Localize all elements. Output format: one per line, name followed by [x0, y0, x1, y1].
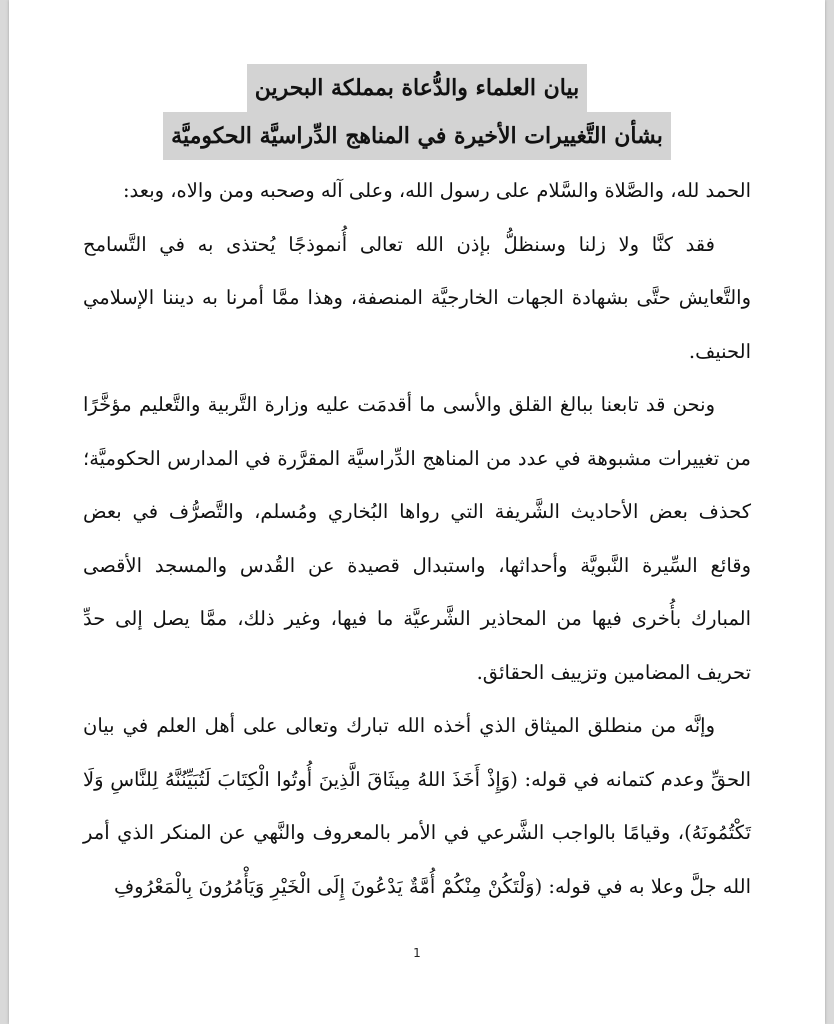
title-block [83, 64, 751, 160]
paragraph-covenant: وإنَّه من منطلق الميثاق الذي أخذه الله تبارك وتعالى على أهل العلم في بيان الحقِّ وعدم كتمانه في قوله: (وَإِذْ أَخَذَ اللهُ مِيثَاقَ الَّذِينَ أُوتُوا الْكِتَابَ لَتُبَيِّنُنَّهُ لِلنَّاسِ وَلَا تَكْتُمُونَهُ)، وقيامًا بالواجب الشَّرعي في الأمر بالمعروف والنَّهي عن المنكر الذي أمر الله جلَّ وعلا به في قوله: (وَلْتَكُنْ مِنْكُمْ أُمَّةٌ يَدْعُونَ إِلَى الْخَيْرِ وَيَأْمُرُونَ بِالْمَعْرُوفِ [83, 714, 751, 898]
paragraph-opening: الحمد لله، والصَّلاة والسَّلام على رسول الله، وعلى آله وصحبه ومن والاه، وبعد: [122, 179, 751, 202]
document-page [9, 0, 825, 1024]
document-subtitle: بشأن التَّغييرات الأخيرة في المناهج الدِّراسيَّة الحكوميَّة [163, 112, 671, 160]
document-body [83, 64, 751, 913]
page-number: 1 [413, 946, 421, 960]
paragraph-tolerance: فقد كنَّا ولا زلنا وسنظلُّ بإذن الله تعالى أُنموذجًا يُحتذى به في التَّسامح والتَّعايش حتَّى بشهادة الجهات الخارجيَّة المنصفة، وهذا ممَّا أمرنا به ديننا الإسلامي الحنيف. [83, 232, 751, 363]
document-title: بيان العلماء والدُّعاة بمملكة البحرين [247, 64, 588, 112]
paragraph-curriculum-changes: ونحن قد تابعنا ببالغ القلق والأسى ما أقدمَت عليه وزارة التَّربية والتَّعليم مؤخَّرًا من تغييرات مشبوهة في عدد من المناهج الدِّراسيَّة المقرَّرة في المدارس الحكوميَّة؛ كحذف بعض الأحاديث الشَّريفة التي رواها البُخاري ومُسلم، والتَّصرُّف في بعض وقائع السِّيرة النَّبويَّة وأحداثها، واستبدال قصيدة عن القُدس والمسجد الأقصى المبارك بأُخرى فيها من المحاذير الشَّرعيَّة ما فيها، وغير ذلك، ممَّا يصل إلى حدِّ تحريف المضامين وتزييف الحقائق. [83, 393, 751, 684]
